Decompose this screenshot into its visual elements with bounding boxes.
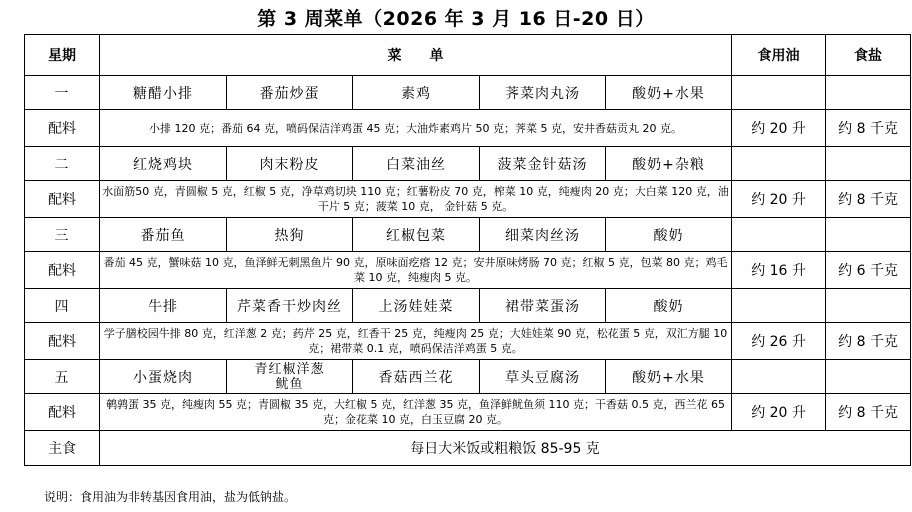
dish-cell: 红烧鸡块 (100, 147, 227, 181)
page-title: 第 3 周菜单（2026 年 3 月 16 日-20 日） (257, 8, 655, 30)
header-salt: 食盐 (826, 35, 911, 76)
day-cell: 五 (25, 360, 100, 394)
staple-row (25, 431, 911, 466)
dish-row (25, 147, 911, 181)
salt-value: 约 8 千克 (826, 323, 911, 360)
oil-value: 约 20 升 (732, 394, 826, 431)
dish-cell: 上汤娃娃菜 (353, 289, 480, 323)
oil-value: 约 26 升 (732, 323, 826, 360)
dish-row (25, 76, 911, 110)
header-menu: 菜 单 (100, 35, 732, 76)
ingredient-row (25, 394, 911, 431)
dish-cell: 酸奶+水果 (606, 76, 732, 110)
dish-cell: 热狗 (227, 218, 353, 252)
dish-cell: 红椒包菜 (353, 218, 480, 252)
header-oil: 食用油 (732, 35, 826, 76)
ingredient-label: 配料 (25, 110, 100, 147)
ingredient-text: 鹌鹑蛋 35 克，纯瘦肉 55 克；青圆椒 35 克，大红椒 5 克，红洋葱 35 克，鱼泽鲜鱿鱼须 110 克；干香菇 0.5 克，西兰花 65 克；金花菜 10 克，白玉豆腐 20 克。 (100, 394, 732, 431)
dish-cell: 裙带菜蛋汤 (480, 289, 606, 323)
dish-row (25, 218, 911, 252)
ingredient-text: 番茄 45 克，蟹味菇 10 克，鱼泽鲜无刺黑鱼片 90 克，原味面疙瘩 12 克；安井原味烤肠 70 克；红椒 5 克，包菜 80 克；鸡毛菜 10 克，纯瘦肉 5 克。 (100, 252, 732, 289)
dish-row (25, 289, 911, 323)
salt-empty-cell (826, 289, 911, 323)
oil-value: 约 20 升 (732, 181, 826, 218)
dish-cell: 细菜肉丝汤 (480, 218, 606, 252)
oil-empty-cell (732, 147, 826, 181)
salt-empty-cell (826, 76, 911, 110)
dish-cell: 芹菜香干炒肉丝 (227, 289, 353, 323)
ingredient-label: 配料 (25, 394, 100, 431)
oil-empty-cell (732, 360, 826, 394)
dish-cell: 香菇西兰花 (353, 360, 480, 394)
salt-value: 约 8 千克 (826, 181, 911, 218)
day-cell: 三 (25, 218, 100, 252)
weekly-menu-table (24, 34, 911, 466)
footnote: 说明：食用油为非转基因食用油，盐为低钠盐。 (44, 490, 297, 504)
salt-empty-cell (826, 360, 911, 394)
ingredient-label: 配料 (25, 181, 100, 218)
ingredient-row (25, 181, 911, 218)
oil-empty-cell (732, 289, 826, 323)
dish-cell: 荠菜肉丸汤 (480, 76, 606, 110)
dish-cell: 番茄鱼 (100, 218, 227, 252)
staple-label: 主食 (25, 431, 100, 466)
dish-cell: 肉末粉皮 (227, 147, 353, 181)
salt-empty-cell (826, 218, 911, 252)
ingredient-text: 小排 120 克；番茄 64 克，喷码保洁洋鸡蛋 45 克；大油炸素鸡片 50 克；荠菜 5 克，安井香菇贡丸 20 克。 (100, 110, 732, 147)
dish-cell: 酸奶 (606, 289, 732, 323)
salt-value: 约 6 千克 (826, 252, 911, 289)
ingredient-label: 配料 (25, 323, 100, 360)
dish-cell: 糖醋小排 (100, 76, 227, 110)
dish-cell: 青红椒洋葱 鱿鱼 (227, 360, 353, 394)
day-cell: 四 (25, 289, 100, 323)
day-cell: 二 (25, 147, 100, 181)
staple-text: 每日大米饭或粗粮饭 85-95 克 (100, 431, 911, 466)
dish-cell: 素鸡 (353, 76, 480, 110)
header-row (25, 35, 911, 76)
dish-cell: 酸奶+杂粮 (606, 147, 732, 181)
salt-empty-cell (826, 147, 911, 181)
dish-cell: 小蛋烧肉 (100, 360, 227, 394)
dish-cell: 菠菜金针菇汤 (480, 147, 606, 181)
header-day: 星期 (25, 35, 100, 76)
ingredient-row (25, 110, 911, 147)
salt-value: 约 8 千克 (826, 394, 911, 431)
oil-value: 约 20 升 (732, 110, 826, 147)
oil-empty-cell (732, 76, 826, 110)
ingredient-text: 水面筋50 克，青圆椒 5 克，红椒 5 克，净草鸡切块 110 克；红薯粉皮 70 克，榨菜 10 克，纯瘦肉 20 克；大白菜 120 克，油干片 5 克；菠菜 10 克， 金针菇 5 克。 (100, 181, 732, 218)
dish-cell: 酸奶 (606, 218, 732, 252)
ingredient-row (25, 323, 911, 360)
oil-empty-cell (732, 218, 826, 252)
dish-cell: 酸奶+水果 (606, 360, 732, 394)
dish-cell: 牛排 (100, 289, 227, 323)
day-cell: 一 (25, 76, 100, 110)
ingredient-label: 配料 (25, 252, 100, 289)
dish-row (25, 360, 911, 394)
dish-cell: 草头豆腐汤 (480, 360, 606, 394)
ingredient-text: 学子膳校园牛排 80 克，红洋葱 2 克；药芹 25 克，红香干 25 克，纯瘦肉 25 克；大娃娃菜 90 克，松花蛋 5 克，双汇方腿 10 克；裙带菜 0.1 克，喷码保洁洋鸡蛋 5 克。 (100, 323, 732, 360)
salt-value: 约 8 千克 (826, 110, 911, 147)
oil-value: 约 16 升 (732, 252, 826, 289)
dish-cell: 番茄炒蛋 (227, 76, 353, 110)
dish-cell: 白菜油丝 (353, 147, 480, 181)
ingredient-row (25, 252, 911, 289)
